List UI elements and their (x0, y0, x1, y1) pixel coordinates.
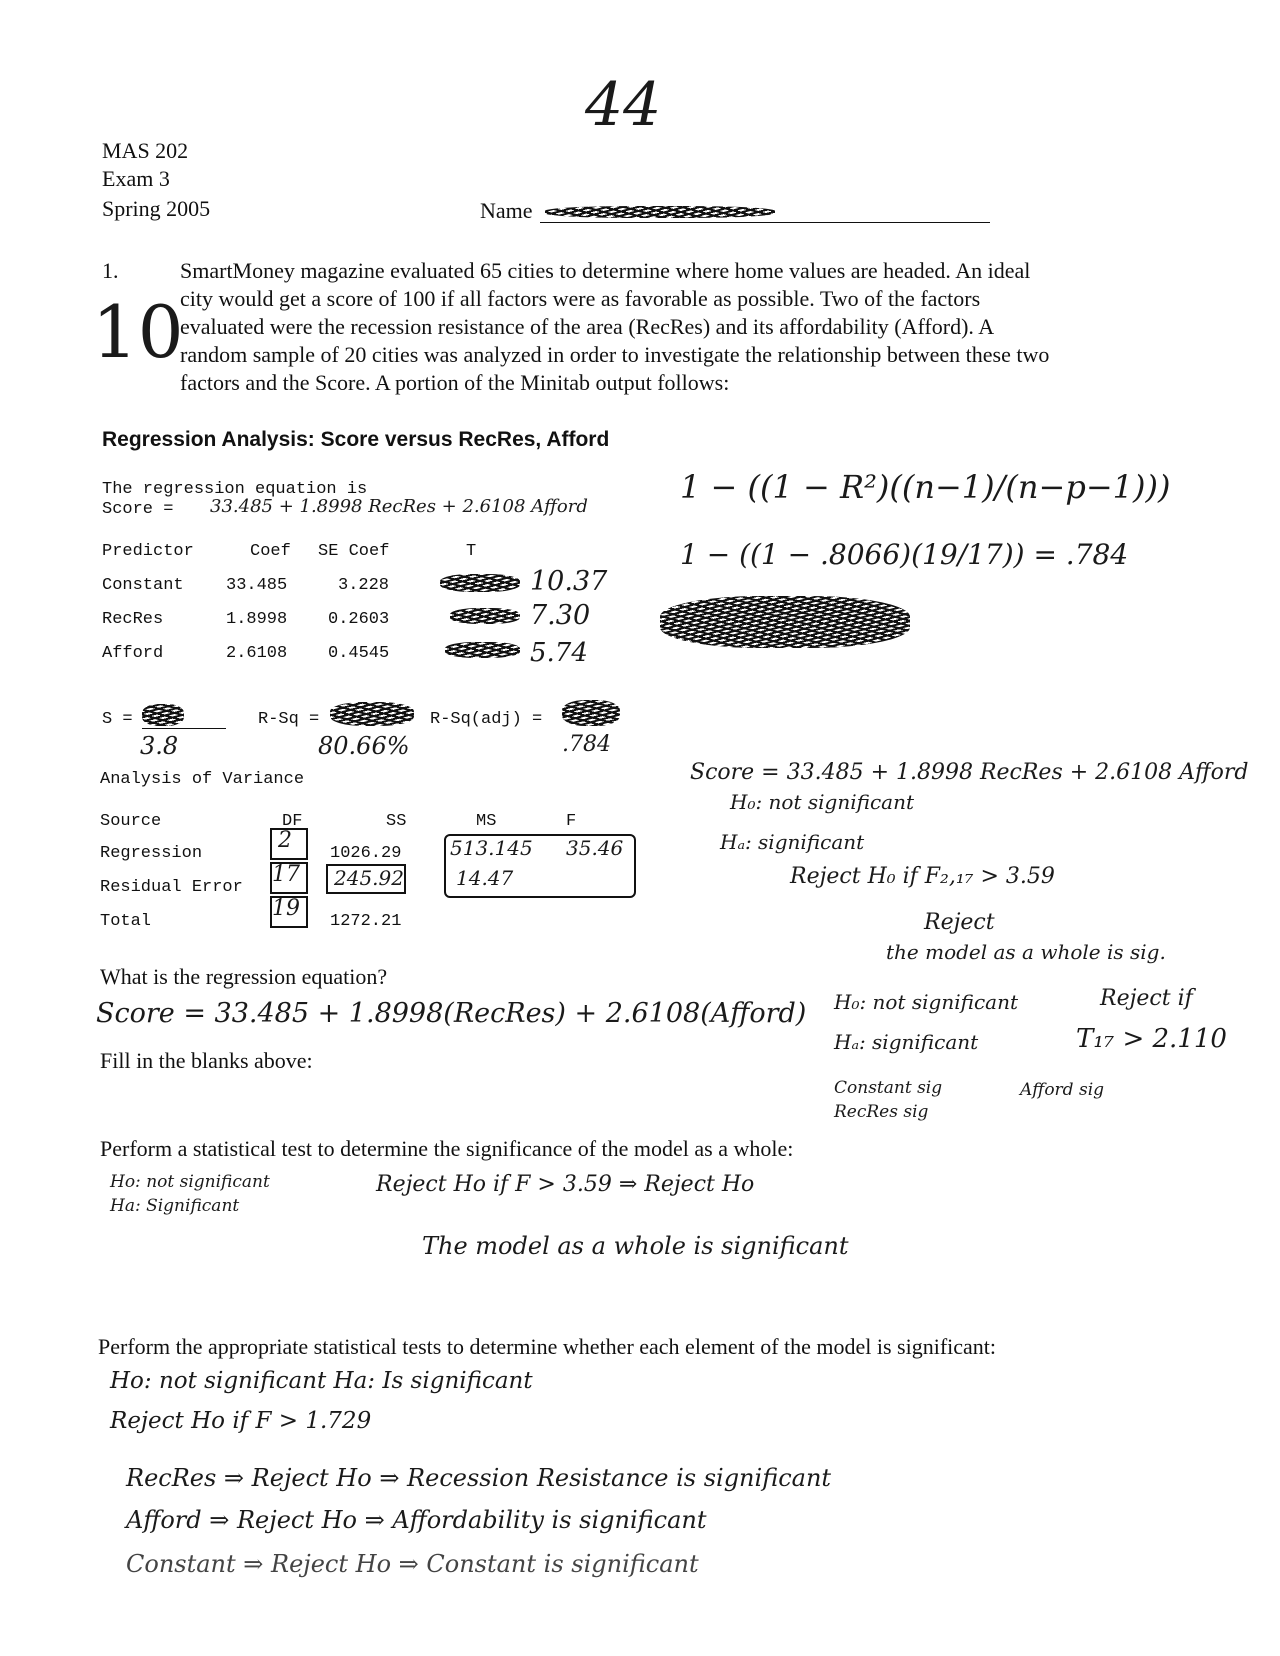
f: 35.46 (566, 836, 624, 860)
ss: 245.92 (334, 866, 404, 890)
margin-reject: Reject (924, 910, 995, 935)
equation-label: The regression equation is (102, 480, 368, 499)
t-value: 5.74 (530, 638, 588, 668)
rsq-value: 80.66% (318, 732, 410, 760)
redacted-name (545, 206, 775, 218)
source: Total (100, 912, 152, 931)
header-se-coef: SE Coef (318, 542, 390, 561)
anova-header-ss: SS (386, 812, 407, 831)
margin-equation: Score = 33.485 + 1.8998 RecRes + 2.6108 Afford (690, 760, 1249, 785)
question-line-5: factors and the Score. A portion of the Minitab output follows: (180, 370, 730, 395)
coef-value: 1.8998 (226, 610, 288, 629)
prompt-fill-blanks: Fill in the blanks above: (100, 1048, 313, 1073)
ms: 513.145 (450, 836, 533, 860)
redaction-s (142, 704, 184, 726)
question-number: 1. (102, 258, 119, 283)
question-score: 10 (92, 290, 184, 374)
name-line (540, 222, 990, 223)
predictor-name: RecRes (102, 610, 164, 629)
anova-header-f: F (566, 812, 577, 831)
question-line-1: SmartMoney magazine evaluated 65 cities to determine where home values are headed. An ideal (180, 258, 1031, 283)
coef-value: 2.6108 (226, 644, 288, 663)
course-code: MAS 202 (102, 138, 189, 163)
element-hypotheses: Ho: not significant Ha: Is significant (110, 1368, 533, 1394)
header-predictor: Predictor (102, 542, 194, 561)
se-value: 0.2603 (328, 610, 390, 629)
ss: 1272.21 (330, 912, 402, 931)
whole-conclusion: The model as a whole is significant (422, 1232, 849, 1260)
t-value: 7.30 (530, 600, 591, 631)
score-label: Score = (102, 500, 174, 519)
question-line-3: evaluated were the recession resistance of the area (RecRes) and its affordability (Afford). A (180, 314, 995, 339)
se-value: 0.4545 (328, 644, 390, 663)
ms-f-box (444, 834, 636, 898)
coef-value: 33.485 (226, 576, 288, 595)
header-coef: Coef (250, 542, 291, 561)
rsq-adj-label: R-Sq(adj) = (430, 710, 543, 729)
element-recres: RecRes ⇒ Reject Ho ⇒ Recession Resistance is significant (126, 1464, 832, 1492)
prompt-each-element: Perform the appropriate statistical tests to determine whether each element of the model is significant: (98, 1334, 997, 1359)
anova-title: Analysis of Variance (100, 770, 305, 789)
anova-header-source: Source (100, 812, 162, 831)
adj-rsq-formula: 1 − ((1 − R²)((n−1)/(n−p−1))) (680, 468, 1171, 506)
source: Regression (100, 844, 203, 863)
question-line-2: city would get a score of 100 if all factors were as favorable as possible. Two of the factors (180, 286, 981, 311)
se-value: 3.228 (338, 576, 390, 595)
t-test-ha: Hₐ: significant (834, 1030, 979, 1054)
recres-sig: RecRes sig (834, 1102, 929, 1122)
answer-equation: Score = 33.485 + 1.8998(RecRes) + 2.6108(Afford) (96, 998, 807, 1029)
margin-h0: H₀: not significant (730, 790, 914, 814)
df: 2 (278, 828, 292, 853)
redaction-rsq-adj (562, 700, 620, 726)
output-title: Regression Analysis: Score versus RecRes, Afford (102, 428, 610, 451)
s-underline (142, 728, 226, 729)
page-number: 44 (585, 70, 662, 140)
t-test-reject-if: Reject if (1100, 986, 1193, 1011)
redaction-t (450, 608, 520, 624)
crossed-out-work (660, 596, 910, 648)
df: 17 (272, 862, 300, 887)
source: Residual Error (100, 878, 243, 897)
afford-sig: Afford sig (1020, 1080, 1105, 1100)
element-constant: Constant ⇒ Reject Ho ⇒ Constant is significant (126, 1550, 699, 1578)
constant-sig: Constant sig (834, 1078, 943, 1098)
prompt-equation: What is the regression equation? (100, 964, 388, 989)
whole-h0: Ho: not significant (110, 1172, 270, 1192)
term-label: Spring 2005 (102, 196, 211, 221)
name-label: Name (480, 198, 533, 223)
ms: 14.47 (456, 866, 514, 890)
df: 19 (272, 896, 300, 921)
anova-header-df: DF (282, 812, 303, 831)
t-value: 10.37 (530, 566, 608, 597)
predictor-name: Constant (102, 576, 184, 595)
t-test-h0: H₀: not significant (834, 990, 1018, 1014)
prompt-model-whole: Perform a statistical test to determine the significance of the model as a whole: (100, 1136, 794, 1161)
redaction-rsq (330, 702, 414, 726)
redaction-t (445, 642, 520, 658)
s-label: S = (102, 710, 133, 729)
anova-header-ms: MS (476, 812, 497, 831)
rsq-label: R-Sq = (258, 710, 320, 729)
redaction-t (440, 574, 520, 592)
t-test-crit: T₁₇ > 2.110 (1076, 1024, 1227, 1054)
s-value: 3.8 (140, 732, 179, 760)
adj-rsq-calc: 1 − ((1 − .8066)(19/17)) = .784 (680, 538, 1129, 571)
rsq-adj-value: .784 (562, 732, 611, 757)
exam-label: Exam 3 (102, 166, 170, 191)
margin-ha: Hₐ: significant (720, 830, 865, 854)
question-line-4: random sample of 20 cities was analyzed in order to investigate the relationship between these two (180, 342, 1050, 367)
predictor-name: Afford (102, 644, 164, 663)
margin-reject-rule: Reject H₀ if F₂,₁₇ > 3.59 (790, 864, 1055, 889)
equation-handwritten: 33.485 + 1.8998 RecRes + 2.6108 Afford (210, 496, 588, 517)
element-reject-rule: Reject Ho if F > 1.729 (110, 1408, 372, 1434)
whole-ha: Ha: Significant (110, 1196, 240, 1216)
margin-whole-sig: the model as a whole is sig. (886, 940, 1166, 964)
header-t: T (466, 542, 477, 561)
whole-reject-rule: Reject Ho if F > 3.59 ⇒ Reject Ho (376, 1172, 755, 1197)
ss: 1026.29 (330, 844, 402, 863)
element-afford: Afford ⇒ Reject Ho ⇒ Affordability is significant (126, 1506, 707, 1534)
